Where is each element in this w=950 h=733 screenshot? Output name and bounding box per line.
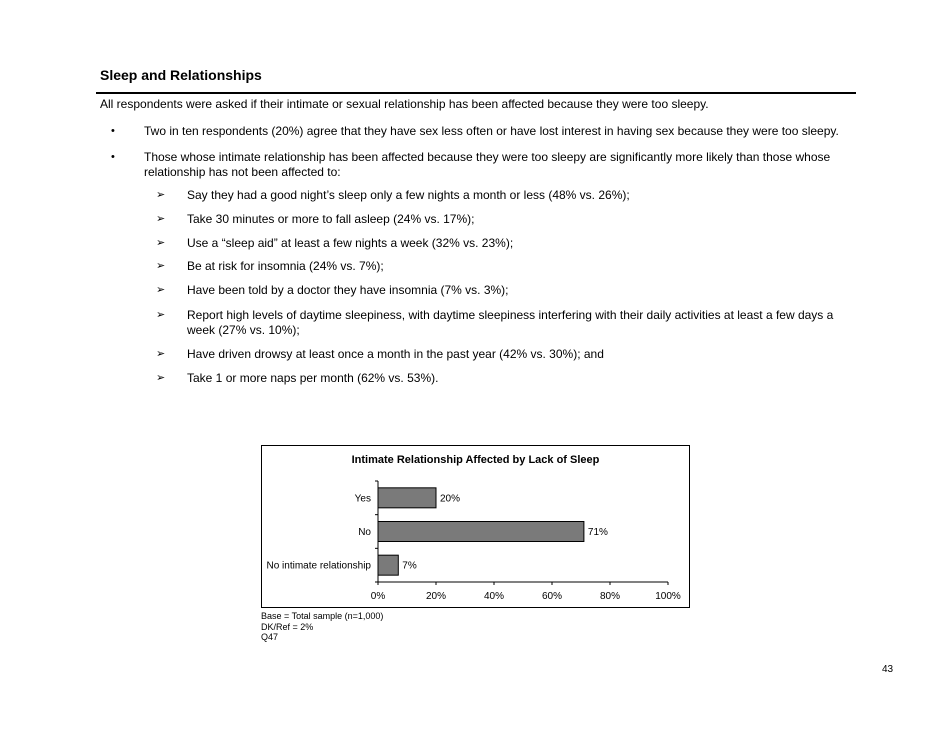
bar (378, 488, 436, 508)
sub-bullet-text: Take 30 minutes or more to fall asleep (24% vs. 17%); (187, 212, 475, 226)
bullet-text: Those whose intimate relationship has been affected because they were too sleepy are significantly more likely than those whose relationship has not been affected to: (144, 150, 831, 179)
arrow-bullet-icon: ➢ (156, 309, 166, 321)
x-tick-label: 0% (370, 591, 386, 602)
title-divider (96, 92, 856, 94)
chart-plot (262, 446, 691, 609)
footnote-base: Base = Total sample (n=1,000) (261, 611, 384, 621)
sub-bullet-text: Have been told by a doctor they have insomnia (7% vs. 3%); (187, 283, 509, 297)
category-label: No intimate relationship (266, 560, 371, 572)
arrow-bullet-icon: ➢ (156, 237, 166, 249)
data-label: 7% (402, 560, 417, 572)
sub-bullet-text: Be at risk for insomnia (24% vs. 7%); (187, 259, 384, 273)
x-tick-label: 20% (425, 591, 447, 602)
page-number: 43 (882, 664, 894, 675)
data-label: 20% (440, 493, 461, 505)
x-tick-label: 80% (599, 591, 621, 602)
data-label: 71% (587, 527, 608, 538)
footnote-dkref: DK/Ref = 2% (261, 621, 314, 632)
category-label: No (358, 527, 371, 538)
chart-title: Intimate Relationship Affected by Lack of Sleep (351, 454, 600, 466)
sub-bullet-text: Use a “sleep aid” at least a few nights a week (32% vs. 23%); (187, 236, 514, 250)
bullet-marker: • (111, 151, 115, 163)
arrow-bullet-icon: ➢ (156, 284, 166, 296)
bullet-text: Two in ten respondents (20%) agree that they have sex less often or have lost interest in having sex because they were too sleepy. (144, 124, 839, 138)
sub-bullet-text: Say they had a good night’s sleep only a few nights a month or less (48% vs. 26%); (187, 188, 630, 202)
footnote-question: Q47 (261, 632, 279, 642)
intro-paragraph: All respondents were asked if their intimate or sexual relationship has been affected because they were too sleepy. (100, 97, 709, 111)
sub-bullet-text: Have driven drowsy at least once a month in the past year (42% vs. 30%); and (187, 347, 604, 361)
category-label: Yes (354, 493, 371, 505)
bullet-marker: • (111, 125, 115, 137)
x-tick-label: 40% (483, 591, 505, 602)
arrow-bullet-icon: ➢ (156, 260, 166, 272)
arrow-bullet-icon: ➢ (156, 372, 166, 384)
chart-footnotes (261, 611, 383, 643)
arrow-bullet-icon: ➢ (156, 348, 166, 360)
bar (378, 522, 584, 542)
page-title: Sleep and Relationships (100, 67, 262, 83)
x-tick-label: 100% (655, 591, 681, 602)
bar (378, 555, 398, 575)
sub-bullet-text: Take 1 or more naps per month (62% vs. 53%). (187, 371, 439, 385)
x-tick-label: 60% (541, 591, 563, 602)
arrow-bullet-icon: ➢ (156, 213, 166, 225)
bar-chart (261, 445, 690, 608)
sub-bullet-text: Report high levels of daytime sleepiness, with daytime sleepiness interfering with their daily activities at least a few days a week (27% vs. 10%); (187, 308, 834, 337)
arrow-bullet-icon: ➢ (156, 189, 166, 201)
